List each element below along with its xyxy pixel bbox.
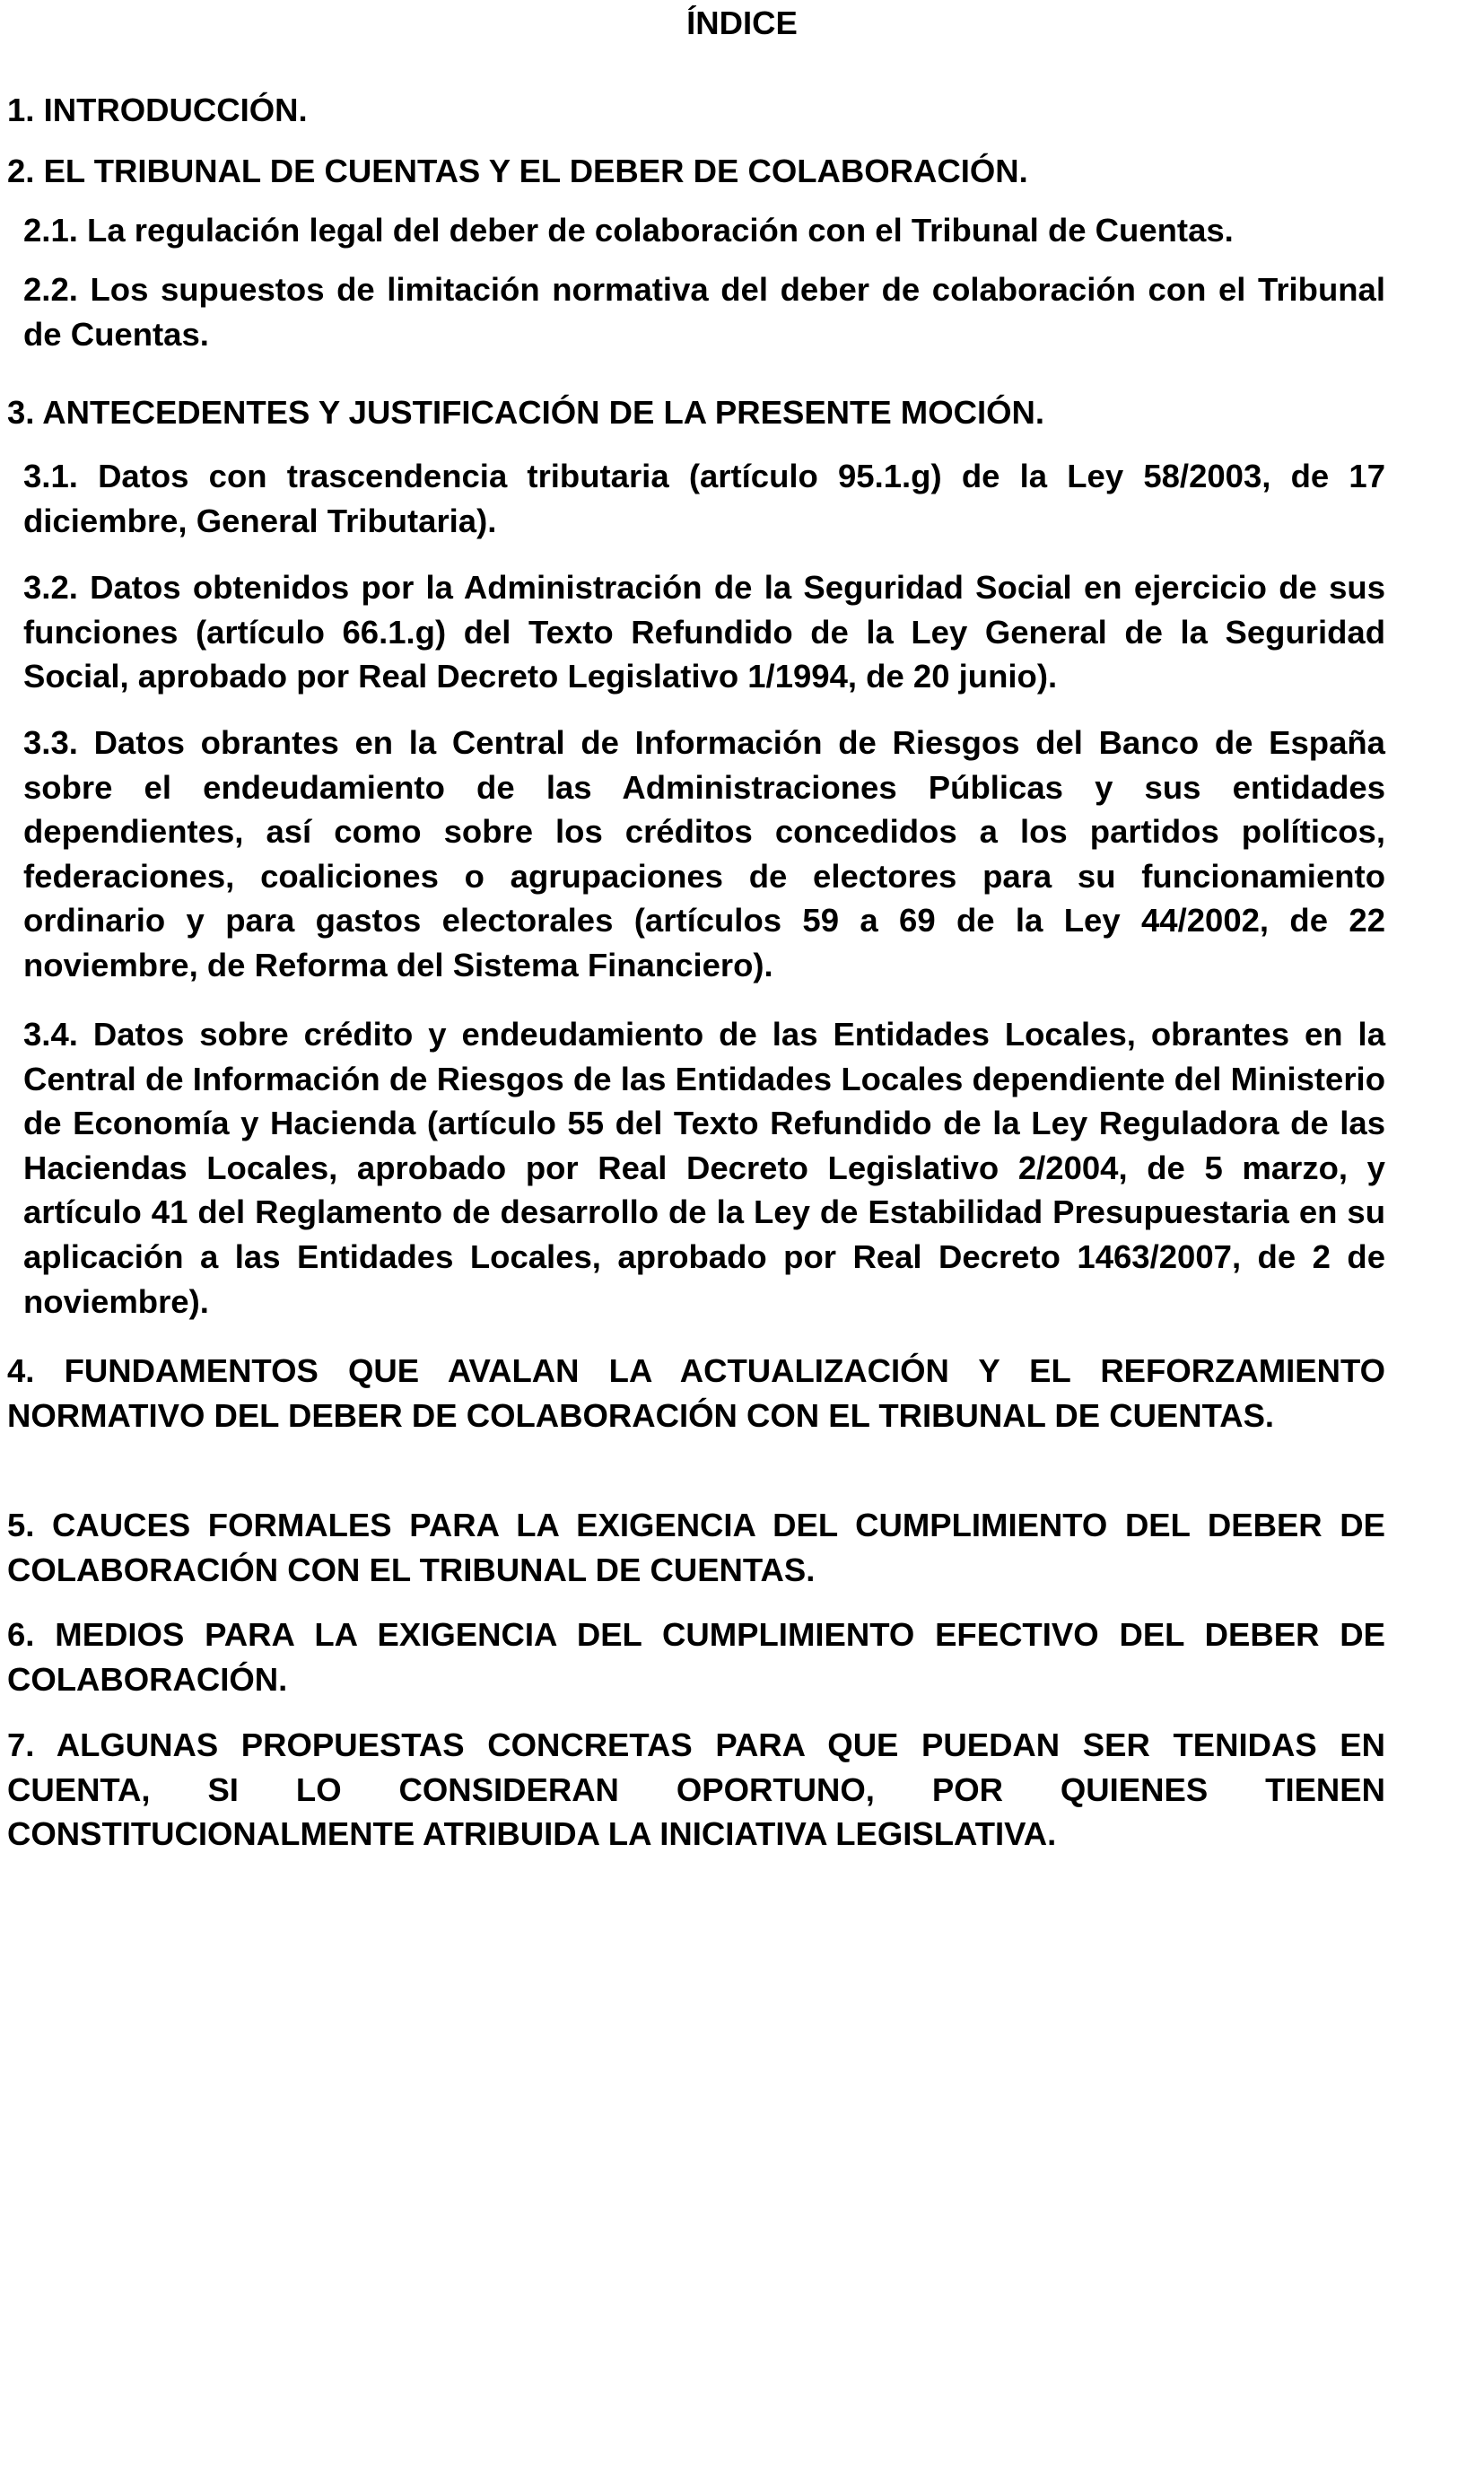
toc-entry-3-4: 3.4. Datos sobre crédito y endeudamiento de las Entidades Locales, obrantes en la Central de Información de Riesgos de las Entidades Locales dependiente del Ministerio de Economía y Hacienda (artículo 55 del Texto Refundido de la Ley Reguladora de las Haciendas Locales, aprobado por Real Decreto Legislativo 2/2004, de 5 marzo, y artículo 41 del Reglamento de desarrollo de la Ley de Estabilidad Presupuestaria en su aplicación a las Entidades Locales, aprobado por Real Decreto 1463/2007, de 2 de noviembre). — [23, 1016, 1385, 1320]
toc-entry-2: 2. EL TRIBUNAL DE CUENTAS Y EL DEBER DE COLABORACIÓN. — [7, 153, 1028, 189]
index-title: ÍNDICE — [686, 4, 798, 41]
toc-entry-3-2: 3.2. Datos obtenidos por la Administración de la Seguridad Social en ejercicio de sus funciones (artículo 66.1.g) del Texto Refundido de la Ley General de la Seguridad Social, aprobado por Real Decreto Legislativo 1/1994, de 20 junio). — [23, 569, 1385, 695]
toc-entry-2-1: 2.1. La regulación legal del deber de colaboración con el Tribunal de Cuentas. — [23, 212, 1234, 249]
toc-entry-7: 7. ALGUNAS PROPUESTAS CONCRETAS PARA QUE PUEDAN SER TENIDAS EN CUENTA, SI LO CONSIDERAN OPORTUNO, POR QUIENES TIENEN CONSTITUCIONALMENTE ATRIBUIDA LA INICIATIVA LEGISLATIVA. — [7, 1726, 1385, 1853]
toc-entry-3: 3. ANTECEDENTES Y JUSTIFICACIÓN DE LA PRESENTE MOCIÓN. — [7, 394, 1044, 431]
toc-entry-6: 6. MEDIOS PARA LA EXIGENCIA DEL CUMPLIMIENTO EFECTIVO DEL DEBER DE COLABORACIÓN. — [7, 1616, 1385, 1698]
toc-entry-2-2: 2.2. Los supuestos de limitación normativa del deber de colaboración con el Tribunal de Cuentas. — [23, 271, 1385, 353]
toc-entry-1: 1. INTRODUCCIÓN. — [7, 92, 308, 128]
toc-entry-3-1: 3.1. Datos con trascendencia tributaria (artículo 95.1.g) de la Ley 58/2003, de 17 diciembre, General Tributaria). — [23, 458, 1385, 539]
toc-entry-3-3: 3.3. Datos obrantes en la Central de Información de Riesgos del Banco de España sobre el endeudamiento de las Administraciones Públicas y sus entidades dependientes, así como sobre los créditos concedidos a los partidos políticos, federaciones, coaliciones o agrupaciones de electores para su funcionamiento ordinario y para gastos electorales (artículos 59 a 69 de la Ley 44/2002, de 22 noviembre, de Reforma del Sistema Financiero). — [23, 724, 1385, 983]
toc-entry-5: 5. CAUCES FORMALES PARA LA EXIGENCIA DEL CUMPLIMIENTO DEL DEBER DE COLABORACIÓN CON EL TRIBUNAL DE CUENTAS. — [7, 1507, 1385, 1588]
toc-entry-4: 4. FUNDAMENTOS QUE AVALAN LA ACTUALIZACIÓN Y EL REFORZAMIENTO NORMATIVO DEL DEBER DE COLABORACIÓN CON EL TRIBUNAL DE CUENTAS. — [7, 1352, 1385, 1434]
